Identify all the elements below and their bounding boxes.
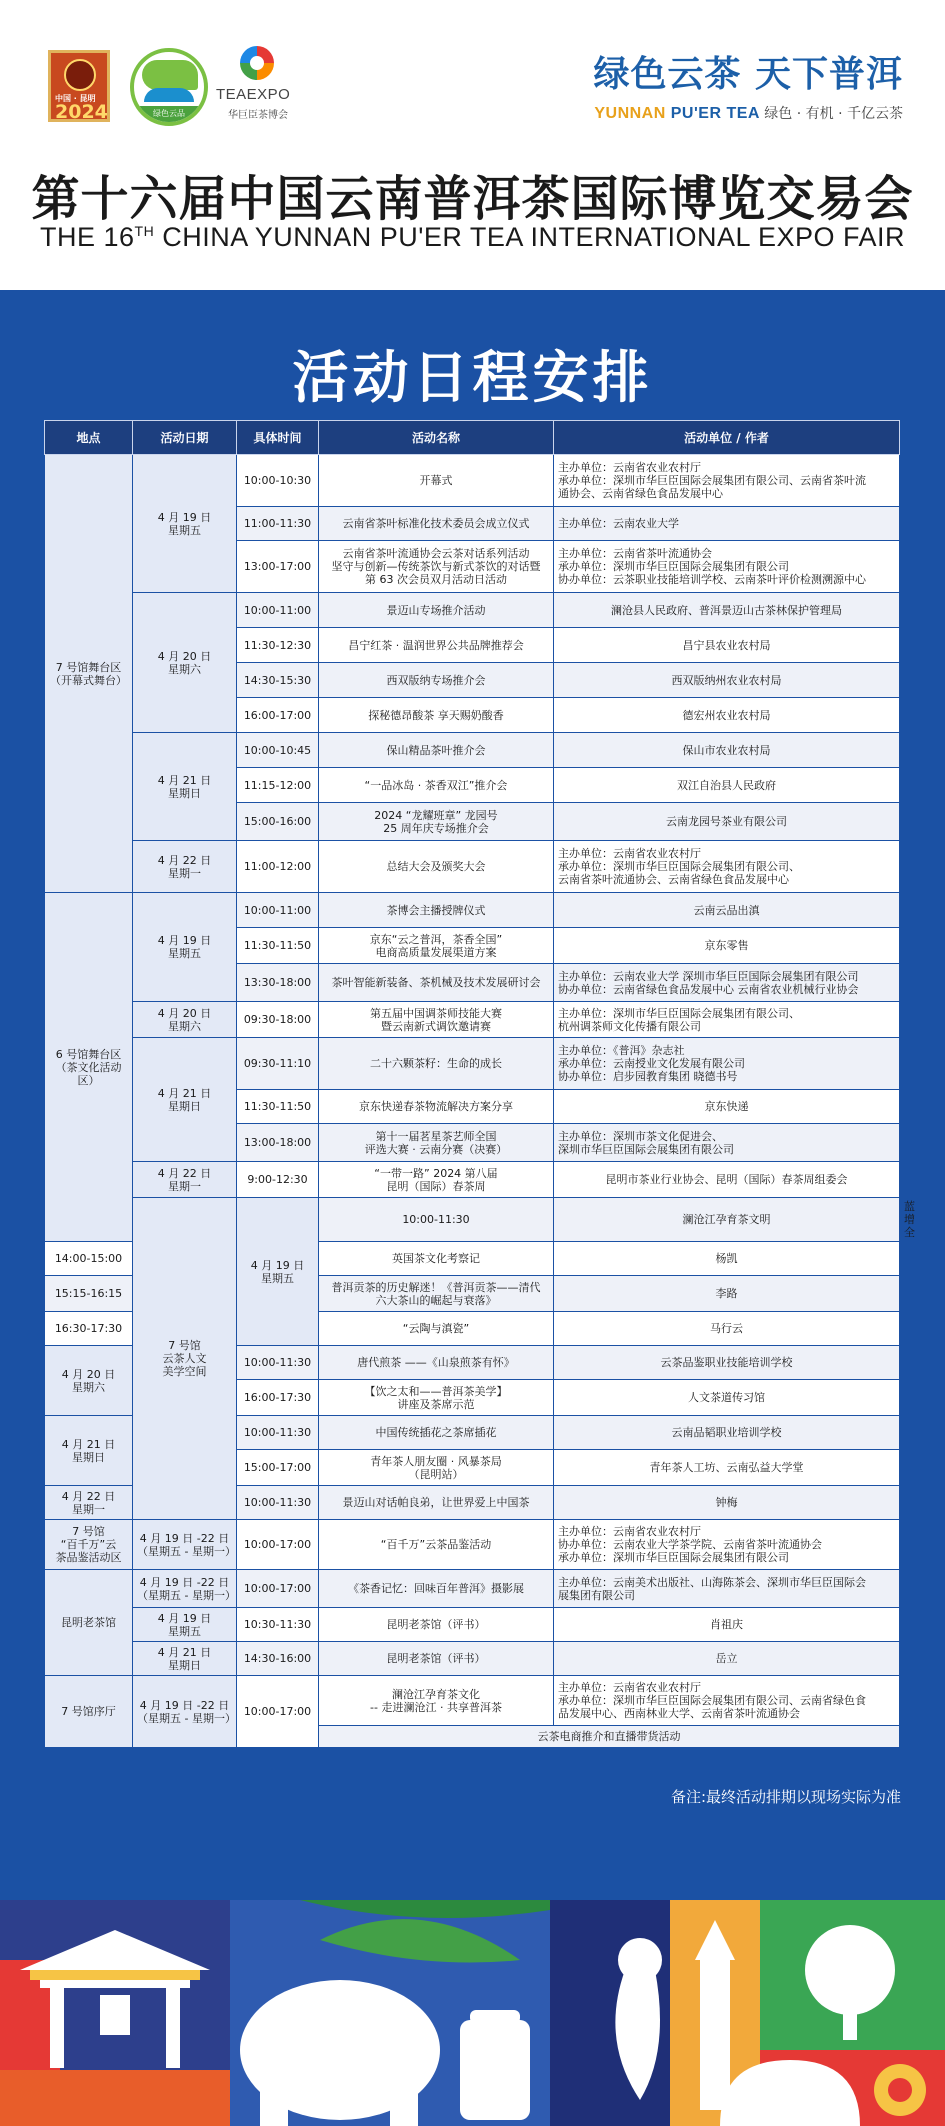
activity-cell: 探秘德昂酸茶 享天赐奶酸香	[319, 698, 554, 733]
organizer-cell: 人文茶道传习馆	[554, 1380, 900, 1416]
col-header: 活动单位 / 作者	[554, 421, 900, 455]
section-title: 活动日程安排	[292, 346, 653, 411]
activity-cell: 茶叶智能新装备、茶机械及技术发展研讨会	[319, 964, 554, 1002]
activity-cell: 《茶香记忆：回味百年普洱》摄影展	[319, 1570, 554, 1608]
time-cell: 15:00-16:00	[237, 803, 319, 841]
time-cell: 11:30-12:30	[237, 628, 319, 663]
time-cell: 10:00-11:30	[237, 1416, 319, 1450]
time-cell: 10:00-10:45	[237, 733, 319, 768]
time-cell: 16:00-17:30	[237, 1380, 319, 1416]
time-cell: 16:00-17:00	[237, 698, 319, 733]
time-cell: 10:00-11:00	[237, 893, 319, 928]
activity-cell: 二十六颗茶籽：生命的成长	[319, 1038, 554, 1090]
time-cell: 10:00-11:30	[237, 1486, 319, 1520]
footnote: 备注:最终活动排期以现场实际为准	[670, 1788, 901, 1806]
organizer-cell: 京东零售	[554, 928, 900, 964]
slogan-sub	[593, 103, 903, 123]
date-cell: 4 月 21 日 星期日	[133, 1038, 237, 1162]
logo-year: 2024	[55, 101, 108, 123]
table-row	[45, 1570, 900, 1608]
col-header: 具体时间	[237, 421, 319, 455]
slogan-yunnan: YUNNAN	[594, 105, 671, 122]
yunnan-culture-illustration	[0, 1900, 945, 2126]
activity-cell: 西双版纳专场推介会	[319, 663, 554, 698]
activity-cell: 京东“云之普洱，茶香全国” 电商高质量发展渠道方案	[319, 928, 554, 964]
table-row: 7 号馆 云茶人文 美学空间 4 月 19 日 星期五 10:00-11:30 澜沧江孕育茶文明 蓝增全	[45, 1198, 900, 1242]
slogan-tea: TEA	[726, 105, 765, 122]
time-cell: 15:15-16:15	[45, 1276, 133, 1312]
organizer-cell: 昆明市茶业行业协会、昆明（国际）春茶周组委会	[554, 1162, 900, 1198]
time-cell: 09:30-11:10	[237, 1038, 319, 1090]
organizer-cell: 德宏州农业农村局	[554, 698, 900, 733]
date-cell: 4 月 20 日 星期六	[45, 1346, 133, 1416]
activity-cell: 总结大会及颁奖大会	[319, 841, 554, 893]
table-row	[45, 1608, 900, 1642]
date-cell: 4 月 19 日 星期五	[237, 1198, 319, 1346]
activity-cell: 澜沧江孕育茶文化 -- 走进澜沧江 · 共享普洱茶	[319, 1676, 554, 1726]
table-row	[45, 1162, 900, 1198]
activity-cell: 澜沧江孕育茶文明	[554, 1198, 900, 1242]
organizer-cell: 保山市农业农村局	[554, 733, 900, 768]
time-cell: 10:00-17:00	[237, 1520, 319, 1570]
decorative-art-banner	[0, 1900, 945, 2126]
table-header-row	[45, 421, 900, 455]
activity-cell: 昆明老茶馆（评书）	[319, 1642, 554, 1676]
date-cell: 4 月 22 日 星期一	[133, 1162, 237, 1198]
activity-cell: 景迈山对话帕良弟，让世界爱上中国茶	[319, 1486, 554, 1520]
table-row	[45, 1642, 900, 1676]
organizer-cell: 主办单位：云南省农业农村厅 承办单位：深圳市华巨臣国际会展集团有限公司、云南省绿色食 品发展中心、西南林业大学、云南省茶叶流通协会	[554, 1676, 900, 1726]
organizer-cell: 京东快递	[554, 1090, 900, 1124]
activity-cell: 云茶电商推介和直播带货活动	[319, 1726, 900, 1748]
page-header	[0, 0, 945, 290]
time-cell: 13:00-17:00	[237, 541, 319, 593]
time-cell: 11:00-12:00	[237, 841, 319, 893]
table-row	[45, 733, 900, 768]
activity-cell: 开幕式	[319, 455, 554, 507]
activity-cell: 唐代煎茶 ——《山泉煎茶有怀》	[319, 1346, 554, 1380]
time-cell: 13:30-18:00	[237, 964, 319, 1002]
mountain-icon	[144, 88, 194, 102]
time-cell: 16:30-17:30	[45, 1312, 133, 1346]
activity-cell: 景迈山专场推介活动	[319, 593, 554, 628]
activity-cell: 京东快递春茶物流解决方案分享	[319, 1090, 554, 1124]
date-cell: 4 月 19 日 星期五	[133, 893, 237, 1002]
time-cell: 14:00-15:00	[45, 1242, 133, 1276]
seal-icon	[64, 59, 96, 91]
organizer-cell: 杨凯	[554, 1242, 900, 1276]
activity-cell: 昆明老茶馆（评书）	[319, 1608, 554, 1642]
date-cell: 4 月 19 日 -22 日 （星期五 - 星期一）	[133, 1520, 237, 1570]
page-title-en	[0, 222, 945, 253]
slogan-main: 绿色云茶 天下普洱	[593, 54, 903, 95]
title-en-post: CHINA YUNNAN PU'ER TEA INTERNATIONAL EXPO FAIR	[154, 222, 906, 252]
slogan-tail: 绿色 · 有机 · 千亿云茶	[764, 106, 903, 122]
organizer-cell: 钟梅	[554, 1486, 900, 1520]
title-en-sup: TH	[134, 223, 155, 239]
date-cell: 4 月 19 日 -22 日 （星期五 - 星期一）	[133, 1676, 237, 1748]
organizer-cell: 双江自治县人民政府	[554, 768, 900, 803]
venue-cell: 6 号馆舞台区 （茶文化活动区）	[45, 893, 133, 1242]
date-cell: 4 月 20 日 星期六	[133, 593, 237, 733]
organizer-cell: 主办单位：深圳市茶文化促进会、 深圳市华巨臣国际会展集团有限公司	[554, 1124, 900, 1162]
time-cell: 9:00-12:30	[237, 1162, 319, 1198]
activity-cell: 云南省茶叶流通协会云茶对话系列活动 坚守与创新—传统茶饮与新式茶饮的对话暨 第 63 次会员双月活动日活动	[319, 541, 554, 593]
organizer-cell: 主办单位：云南省农业农村厅 承办单位：深圳市华巨臣国际会展集团有限公司、 云南省茶叶流通协会、云南省绿色食品发展中心	[554, 841, 900, 893]
time-cell: 14:30-16:00	[237, 1642, 319, 1676]
table-row	[45, 1002, 900, 1038]
time-cell: 10:30-11:30	[237, 1608, 319, 1642]
activity-cell: “百千万”云茶品鉴活动	[319, 1520, 554, 1570]
organizer-cell: 主办单位：深圳市华巨臣国际会展集团有限公司、 杭州调茶师文化传播有限公司	[554, 1002, 900, 1038]
organizer-cell: 主办单位：云南美术出版社、山海陈茶会、深圳市华巨臣国际会 展集团有限公司	[554, 1570, 900, 1608]
date-cell: 4 月 22 日 星期一	[133, 841, 237, 893]
organizer-cell: 岳立	[554, 1642, 900, 1676]
organizer-cell: 澜沧县人民政府、普洱景迈山古茶林保护管理局	[554, 593, 900, 628]
activity-cell: 普洱贡茶的历史解迷！《普洱贡茶——清代 六大茶山的崛起与衰落》	[319, 1276, 554, 1312]
activity-cell: 云南省茶叶标准化技术委员会成立仪式	[319, 507, 554, 541]
date-cell: 4 月 19 日 星期五	[133, 455, 237, 593]
activity-cell: “云陶与滇瓷”	[319, 1312, 554, 1346]
activity-cell: 第十一届茗星茶艺师全国 评选大赛 · 云南分赛（决赛）	[319, 1124, 554, 1162]
time-cell: 11:30-11:50	[237, 1090, 319, 1124]
organizer-cell: 主办单位：云南省茶叶流通协会 承办单位：深圳市华巨臣国际会展集团有限公司 协办单位：云茶职业技能培训学校、云南茶叶评价检测溯源中心	[554, 541, 900, 593]
logo-year-caption: 中国 · 昆明	[55, 94, 96, 103]
col-header: 地点	[45, 421, 133, 455]
date-cell: 4 月 21 日 星期日	[133, 1642, 237, 1676]
date-cell: 4 月 22 日 星期一	[45, 1486, 133, 1520]
leaf-icon	[142, 60, 198, 90]
activity-cell: 第五届中国调茶师技能大赛 暨云南新式调饮邀请赛	[319, 1002, 554, 1038]
activity-cell: 茶博会主播授牌仪式	[319, 893, 554, 928]
date-cell: 4 月 19 日 星期五	[133, 1608, 237, 1642]
green-yunpin-logo	[130, 48, 208, 126]
activity-cell: 中国传统插花之茶席插花	[319, 1416, 554, 1450]
organizer-cell: 主办单位：《普洱》杂志社 承办单位：云南授业文化发展有限公司 协办单位：启步园教育集团 晓德书号	[554, 1038, 900, 1090]
table-row	[45, 593, 900, 628]
venue-cell: 7 号馆 “百千万”云 茶品鉴活动区	[45, 1520, 133, 1570]
teaexpo-logo-icon	[240, 46, 274, 80]
organizer-cell: 云茶品鉴职业技能培训学校	[554, 1346, 900, 1380]
date-cell: 4 月 19 日 -22 日 （星期五 - 星期一）	[133, 1570, 237, 1608]
organizer-cell: 青年茶人工坊、云南弘益大学堂	[554, 1450, 900, 1486]
activity-cell: “一带一路” 2024 第八届 昆明（国际）春茶周	[319, 1162, 554, 1198]
time-cell: 10:00-11:30	[237, 1346, 319, 1380]
venue-cell: 昆明老茶馆	[45, 1570, 133, 1676]
time-cell: 11:00-11:30	[237, 507, 319, 541]
time-cell: 14:30-15:30	[237, 663, 319, 698]
elephant-icon	[240, 1980, 440, 2126]
organizer-cell: 主办单位：云南农业大学	[554, 507, 900, 541]
date-cell: 4 月 20 日 星期六	[133, 1002, 237, 1038]
organizer-cell: 云南龙园号茶业有限公司	[554, 803, 900, 841]
time-cell: 10:00-17:00	[237, 1570, 319, 1608]
schedule-table	[44, 420, 915, 1748]
organizer-cell: 主办单位：云南农业大学 深圳市华巨臣国际会展集团有限公司 协办单位：云南省绿色食品发展中心 云南省农业机械行业协会	[554, 964, 900, 1002]
teaexpo-name: TEAEXPO	[216, 86, 291, 103]
expo-2024-logo	[48, 50, 110, 122]
page-title-cn: 第十六届中国云南普洱茶国际博览交易会	[31, 171, 914, 227]
green-logo-caption: 绿色云品	[134, 106, 204, 126]
date-cell: 4 月 21 日 星期日	[45, 1416, 133, 1486]
organizer-cell: 昌宁县农业农村局	[554, 628, 900, 663]
slogan-puer: PU'ER	[670, 105, 727, 122]
organizer-cell: 云南云品出滇	[554, 893, 900, 928]
title-en-pre: THE 16	[39, 222, 135, 252]
table-row	[45, 455, 900, 507]
organizer-cell: 西双版纳州农业农村局	[554, 663, 900, 698]
date-cell: 4 月 21 日 星期日	[133, 733, 237, 841]
teaexpo-cn-name: 华巨臣茶博会	[228, 110, 288, 121]
time-cell: 10:00-11:00	[237, 593, 319, 628]
activity-cell: “一品冰岛 · 茶香双江”推介会	[319, 768, 554, 803]
venue-cell: 7 号馆 云茶人文 美学空间	[133, 1198, 237, 1520]
time-cell: 11:15-12:00	[237, 768, 319, 803]
table-row	[45, 1520, 900, 1570]
col-header: 活动名称	[319, 421, 554, 455]
organizer-cell: 马行云	[554, 1312, 900, 1346]
time-cell: 11:30-11:50	[237, 928, 319, 964]
venue-cell: 7 号馆序厅	[45, 1676, 133, 1748]
time-cell: 09:30-18:00	[237, 1002, 319, 1038]
organizer-cell: 云南品韬职业培训学校	[554, 1416, 900, 1450]
teapot-icon	[460, 2010, 530, 2120]
time-cell: 10:00-10:30	[237, 455, 319, 507]
activity-cell: 昌宁红茶 · 温润世界公共品牌推荐会	[319, 628, 554, 663]
time-cell: 10:00-11:30	[319, 1198, 554, 1242]
table-row	[45, 841, 900, 893]
activity-cell: 【饮之太和——普洱茶美学】 讲座及茶席示范	[319, 1380, 554, 1416]
pagoda-icon	[695, 1920, 735, 2110]
table-row	[45, 1676, 900, 1726]
organizer-cell: 肖祖庆	[554, 1608, 900, 1642]
slogan	[593, 46, 903, 123]
organizer-cell: 主办单位：云南省农业农村厅 协办单位：云南农业大学茶学院、云南省茶叶流通协会 承办单位：深圳市华巨臣国际会展集团有限公司	[554, 1520, 900, 1570]
activity-cell: 2024 “龙耀班章” 龙园号 25 周年庆专场推介会	[319, 803, 554, 841]
activity-cell: 英国茶文化考察记	[319, 1242, 554, 1276]
organizer-cell: 主办单位：云南省农业农村厅 承办单位：深圳市华巨臣国际会展集团有限公司、云南省茶叶流 通协会、云南省绿色食品发展中心	[554, 455, 900, 507]
organizer-cell: 李路	[554, 1276, 900, 1312]
table-row	[45, 1038, 900, 1090]
time-cell: 10:00-17:00	[237, 1676, 319, 1748]
schedule-section	[0, 290, 945, 1900]
table-row	[45, 893, 900, 928]
col-header: 活动日期	[133, 421, 237, 455]
time-cell: 13:00-18:00	[237, 1124, 319, 1162]
activity-cell: 青年茶人朋友圈 · 风暴茶局 （昆明站）	[319, 1450, 554, 1486]
time-cell: 15:00-17:00	[237, 1450, 319, 1486]
activity-cell: 保山精品茶叶推介会	[319, 733, 554, 768]
logo-strip	[48, 46, 348, 126]
venue-cell: 7 号馆舞台区 （开幕式舞台）	[45, 455, 133, 893]
